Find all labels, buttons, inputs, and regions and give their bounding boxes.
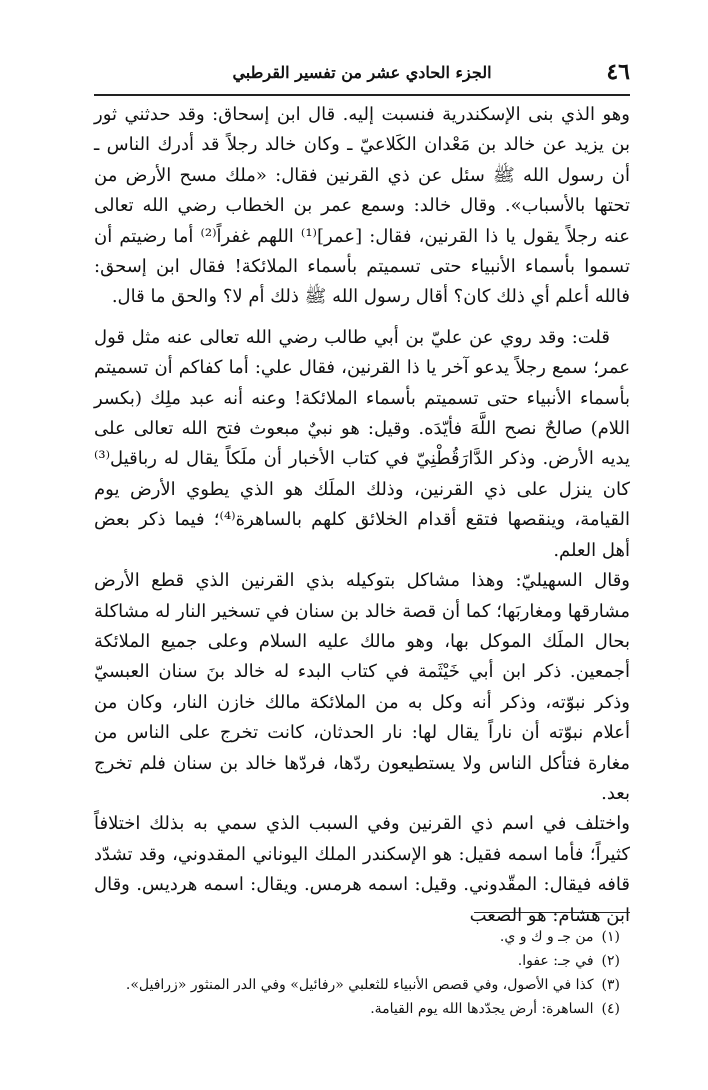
footnote-text: من جـ و ك و ي. [499, 929, 594, 945]
running-title: الجزء الحادي عشر من تفسير القرطبي [232, 62, 492, 82]
footnote-number: (١) [601, 929, 620, 945]
paragraph: وقال السهيليّ: وهذا مشاكل بتوكيله بذي القرنين الذي قطع الأرض مشارقها ومغاربَها؛ كما أن قصة خالد بن سنان في تسخير النار له مشاكلة بحال الملَك الموكل بها، وهو مالك عليه السلام وعلى جميع الملائكة أجمعين. ذكر ابن أبي خَيْثَمة في كتاب البدء له خالد بنَ سنان العبسيّ وذكر نبوّته، وذكر أنه وكل به من الملائكة مالك خازن النار، وكان من أعلام نبوّته أن ناراً يقال لها: نار الحدثان، كانت تخرج على الناس من مغارة فتأكل الناس ولا يستطيعون ردّها، فردّها خالد بن سنان فلم تخرج بعد. [94, 570, 630, 804]
main-text [94, 100, 630, 931]
footnote [94, 973, 630, 997]
footnote-number: (٣) [601, 977, 620, 993]
paragraph: وهو الذي بنى الإسكندرية فنسبت إليه. قال ابن إسحاق: وقد حدثني ثور بن يزيد عن خالد بن مَعْدان الكَلاعيّ ـ وكان خالد رجلاً قد أدرك الناس ـ أن رسول الله ﷺ سئل عن ذي القرنين فقال: «ملك مسح الأرض من تحتها بالأسباب». وقال خالد: وسمع عمر بن الخطاب رضي الله تعالى عنه رجلاً يقول يا ذا القرنين، فقال: [عمر]⁽¹⁾ اللهم غفراً⁽²⁾ أما رضيتم أن تسموا بأسماء الأنبياء حتى تسميتم بأسماء الملائكة! فقال ابن إسحق: فالله أعلم أي ذلك كان؟ أقال رسول الله ﷺ ذلك أم لا؟ والحق ما قال. [94, 104, 630, 308]
footnote [94, 997, 630, 1021]
page-header [94, 58, 630, 86]
footnote-text: الساهرة: أرض يجدّدها الله يوم القيامة. [370, 1001, 594, 1017]
footnote-number: (٤) [601, 1001, 620, 1017]
footnote-rule [474, 912, 630, 913]
footnote [94, 949, 630, 973]
paragraph: واختلف في اسم ذي القرنين وفي السبب الذي سمي به بذلك اختلافاً كثيراً؛ فأما اسمه فقيل: هو الإسكندر الملك اليوناني المقدوني، وقد تشدّد قافه فيقال: المقّدوني. وقيل: اسمه هرمس. ويقال: اسمه هرديس. وقال ابن هشام: هو الصعب [94, 813, 630, 926]
footnotes [94, 925, 630, 1021]
footnote-number: (٢) [601, 953, 620, 969]
footnote-text: كذا في الأصول، وفي قصص الأنبياء للثعلبي «رفائيل» وفي الدر المنثور «زرافيل». [125, 977, 594, 993]
paragraph: قلت: وقد روي عن عليّ بن أبي طالب رضي الله تعالى عنه مثل قول عمر؛ سمع رجلاً يدعو آخر يا ذا القرنين، فقال علي: أما كفاكم أن تسميتم بأسماء الأنبياء حتى تسميتم بأسماء الملائكة! وعنه أنه عبد ملِك (بكسر اللام) صالحٌ نصح اللَّهَ فأيّدَه. وقيل: هو نبيٌ مبعوث فتح الله تعالى على يديه الأرض. وذكر الدَّارَقُطْنِيّ في كتاب الأخبار أن ملَكاً يقال له رباقيل⁽³⁾ كان ينزل على ذي القرنين، وذلك الملَك هو الذي يطوي الأرض يوم القيامة، وينقصها فتقع أقدام الخلائق كلهم بالساهرة⁽⁴⁾؛ فيما ذكر بعض أهل العلم. [94, 326, 630, 561]
footnote [94, 925, 630, 949]
header-rule [94, 94, 630, 96]
footnote-text: في جـ: عفوا. [517, 953, 594, 969]
page-number: ٤٦ [606, 59, 630, 85]
